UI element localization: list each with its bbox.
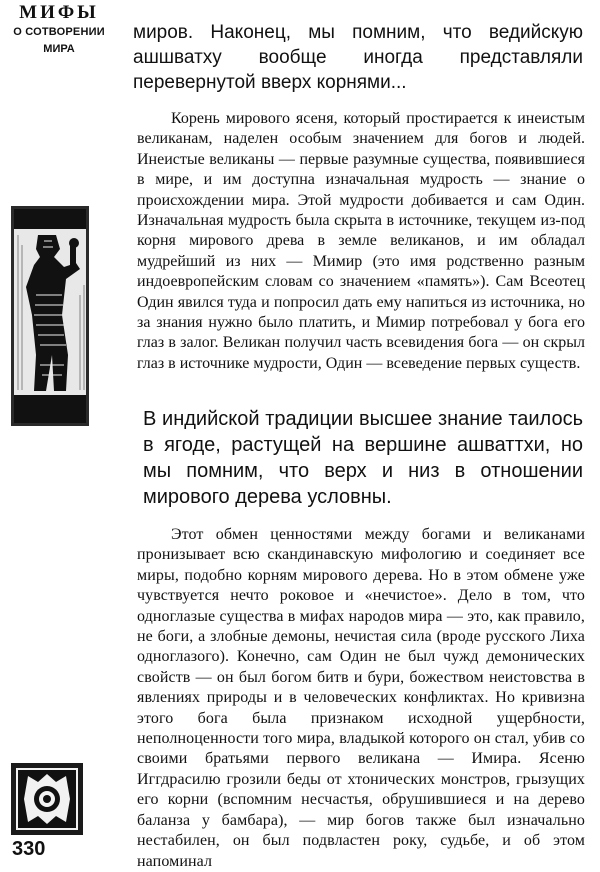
section-title xyxy=(0,2,118,58)
section-title-line2: О СОТВОРЕНИИ xyxy=(13,26,105,38)
body-paragraph-2: Этот обмен ценностями между богами и великанами пронизывает всю скандинавскую мифологию и соединяет все миры, подобно корням мирового дерева. Но в этом обмене уже чувствуется нечто роковое и «нечистое». Дело в том, что одноглазые существа в мифах народов мира — это, как правило, не боги, а злобные демоны, нечистая сила (вроде русского Лиха одноглазого). Конечно, сам Один не был чужд демонических свойств — он был богом битв и бури, божеством неистовства в явлениях природы и в человеческих конфликтах. Но кривизна этого бога была признаком исходной ущербности, неполноценности того мира, владыкой которого он стал, убив со своими братьями первого великана — Имира. Ясеню Иггдрасилю грозили беды от хтонических монстров, грызущих его корни (вспомним несчастья, обрушившиеся и на дерево баланза у бамбара), — мир богов также был изначально нестабилен, он был подвластен року, судьбе, и об этом напоминал xyxy=(137,526,585,870)
figure-illustration xyxy=(10,205,90,427)
section-title-line3: МИРА xyxy=(43,43,75,55)
lead-paragraph-top: миров. Наконец, мы помним, что ведийскую ашшватху вообще иногда представляли перевернутой вверх корнями... xyxy=(133,22,583,93)
sidebar xyxy=(0,0,118,872)
ornament-emblem xyxy=(10,762,84,836)
section-title-line1: МИФЫ xyxy=(19,2,99,23)
body-paragraph-1: Корень мирового ясеня, который простирается к инеистым великанам, наделен особым значением для богов и людей. Инеистые великаны — первые разумные существа, появившиеся в мире, и им доступна изначальная мудрость — знание о происхождении мира. Этой мудрости добивается и сам Один. Изначальная мудрость была скрыта в источнике, текущем из-под корня мирового древа в земле великанов, и им обладал мудрейший из них — Мимир (это имя родственно разным индоевропейским словам со значением «память»). Сам Всеотец Один явился туда и попросил дать ему напиться из источника, но за знания нужно было платить, и Мимир потребовал у бога его глаз в залог. Великан получил часть всевидения бога — он скрыл глаз в источнике мудрости, Один — всеведение первых существ. xyxy=(137,110,585,372)
page-number: 330 xyxy=(12,838,46,860)
lead-paragraph-middle: В индийской традиции высшее знание таилось в ягоде, растущей на вершине ашваттхи, но мы помним, что верх и низ в отношении мирового дерева условны. xyxy=(143,408,583,508)
